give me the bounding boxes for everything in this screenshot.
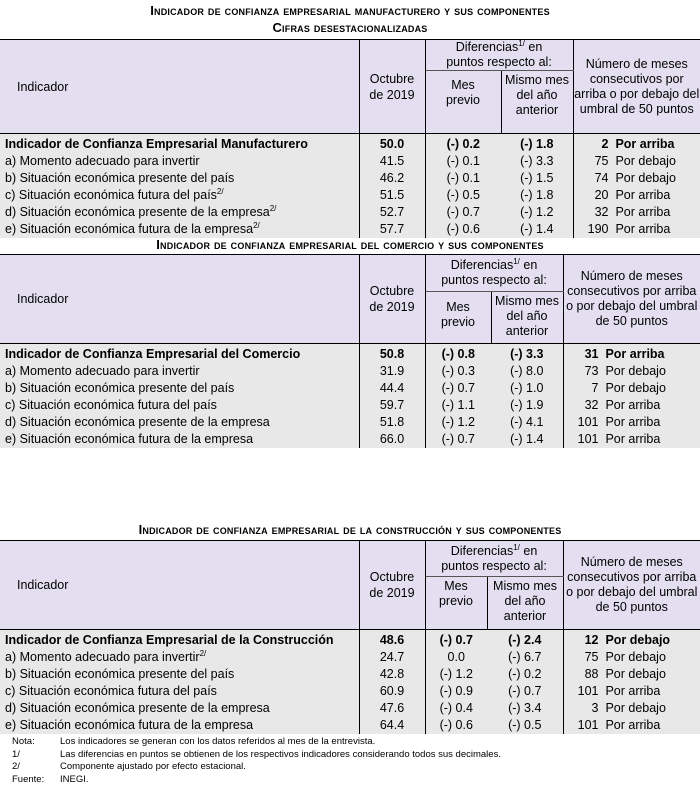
table-row: e) Situación económica futura de la empresa 66.0 (-) 0.7 (-) 1.4 101 Por arriba — [0, 431, 700, 448]
footnote-nota: Nota: Los indicadores se generan con los datos referidos al mes de la entrevista. — [12, 736, 376, 747]
table-row: a) Momento adecuado para invertir 41.5 (-) 0.1 (-) 3.3 75 Por debajo — [0, 153, 700, 170]
table-row: d) Situación económica presente de la empresa$^{2/}$ 52.7 (-) 0.7 (-) 1.2 32 Por arriba — [0, 204, 700, 221]
col-header-mes-previo: Mes previo — [425, 292, 491, 344]
col-header-octubre: Octubre de 2019 — [359, 40, 425, 134]
col-header-diferencias: Diferencias$^{1/}$ en puntos respecto al: — [425, 541, 563, 577]
footnotes — [12, 736, 501, 786]
col-header-numero-meses: Número de meses consecutivos por arriba o por debajo del umbral de 50 puntos — [563, 541, 700, 630]
table2 — [0, 254, 700, 448]
table-row-main: Indicador de Confianza Empresarial del Comercio 50.8 (-) 0.8 (-) 3.3 31 Por arriba — [0, 344, 700, 364]
table-row: e) Situación económica futura de la empresa$^{2/}$ 57.7 (-) 0.6 (-) 1.4 190 Por arriba — [0, 221, 700, 238]
col-header-diferencias: Diferencias$^{1/}$ en puntos respecto al: — [425, 255, 563, 292]
table-row: d) Situación económica presente de la empresa 47.6 (-) 0.4 (-) 3.4 3 Por debajo — [0, 700, 700, 717]
table-row: c) Situación económica futura del país 60.9 (-) 0.9 (-) 0.7 101 Por arriba — [0, 683, 700, 700]
table-row: d) Situación económica presente de la empresa 51.8 (-) 1.2 (-) 4.1 101 Por arriba — [0, 414, 700, 431]
footnote-1: 1/ Las diferencias en puntos se obtienen de los respectivos indicadores considerando todos sus decimales. — [12, 748, 501, 760]
table-row: e) Situación económica futura de la empresa 64.4 (-) 0.6 (-) 0.5 101 Por arriba — [0, 717, 700, 734]
col-header-mismo-mes: Mismo mes del año anterior — [491, 292, 563, 344]
footnote-fuente: Fuente: INEGI. — [12, 773, 89, 785]
col-header-indicador: Indicador — [0, 40, 359, 134]
table1-title: Indicador de confianza empresarial manufacturero y sus componentes — [150, 3, 550, 18]
col-header-indicador: Indicador — [0, 255, 359, 344]
table3 — [0, 540, 700, 734]
col-header-mes-previo: Mes previo — [425, 577, 487, 630]
footnote-2: 2/ Componente ajustado por efecto estacional. — [12, 761, 246, 772]
col-header-octubre: Octubre de 2019 — [359, 541, 425, 630]
table-row: b) Situación económica presente del país 42.8 (-) 1.2 (-) 0.2 88 Por debajo — [0, 666, 700, 683]
table-row: a) Momento adecuado para invertir 31.9 (-) 0.3 (-) 8.0 73 Por debajo — [0, 363, 700, 380]
table-row: b) Situación económica presente del país 44.4 (-) 0.7 (-) 1.0 7 Por debajo — [0, 380, 700, 397]
col-header-indicador: Indicador — [0, 541, 359, 630]
table-row-main: Indicador de Confianza Empresarial de la Construcción 48.6 (-) 0.7 (-) 2.4 12 Por debajo — [0, 630, 700, 650]
col-header-mismo-mes: Mismo mes del año anterior — [487, 577, 563, 630]
table1-subtitle: Cifras desestacionalizadas — [272, 20, 428, 35]
table-row-main: Indicador de Confianza Empresarial Manufacturero 50.0 (-) 0.2 (-) 1.8 2 Por arriba — [0, 134, 700, 154]
table-row: c) Situación económica futura del país$^{2/}$ 51.5 (-) 0.5 (-) 1.8 20 Por arriba — [0, 187, 700, 204]
col-header-numero-meses: Número de meses consecutivos por arriba o por debajo del umbral de 50 puntos — [573, 40, 700, 134]
col-header-diferencias: Diferencias$^{1/}$ en puntos respecto al: — [425, 40, 573, 71]
col-header-numero-meses: Número de meses consecutivos por arriba o por debajo del umbral de 50 puntos — [563, 255, 700, 344]
table3-title: Indicador de confianza empresarial de la construcción y sus componentes — [138, 522, 562, 537]
table-row: c) Situación económica futura del país 59.7 (-) 1.1 (-) 1.9 32 Por arriba — [0, 397, 700, 414]
table1 — [0, 39, 700, 238]
col-header-mismo-mes: Mismo mes del año anterior — [501, 71, 573, 134]
col-header-octubre: Octubre de 2019 — [359, 255, 425, 344]
table-row: b) Situación económica presente del país 46.2 (-) 0.1 (-) 1.5 74 Por debajo — [0, 170, 700, 187]
table-row: a) Momento adecuado para invertir$^{2/}$ 24.7 0.0 (-) 6.7 75 Por debajo — [0, 649, 700, 666]
table2-title: Indicador de confianza empresarial del comercio y sus componentes — [156, 237, 544, 252]
col-header-mes-previo: Mes previo — [425, 71, 501, 134]
